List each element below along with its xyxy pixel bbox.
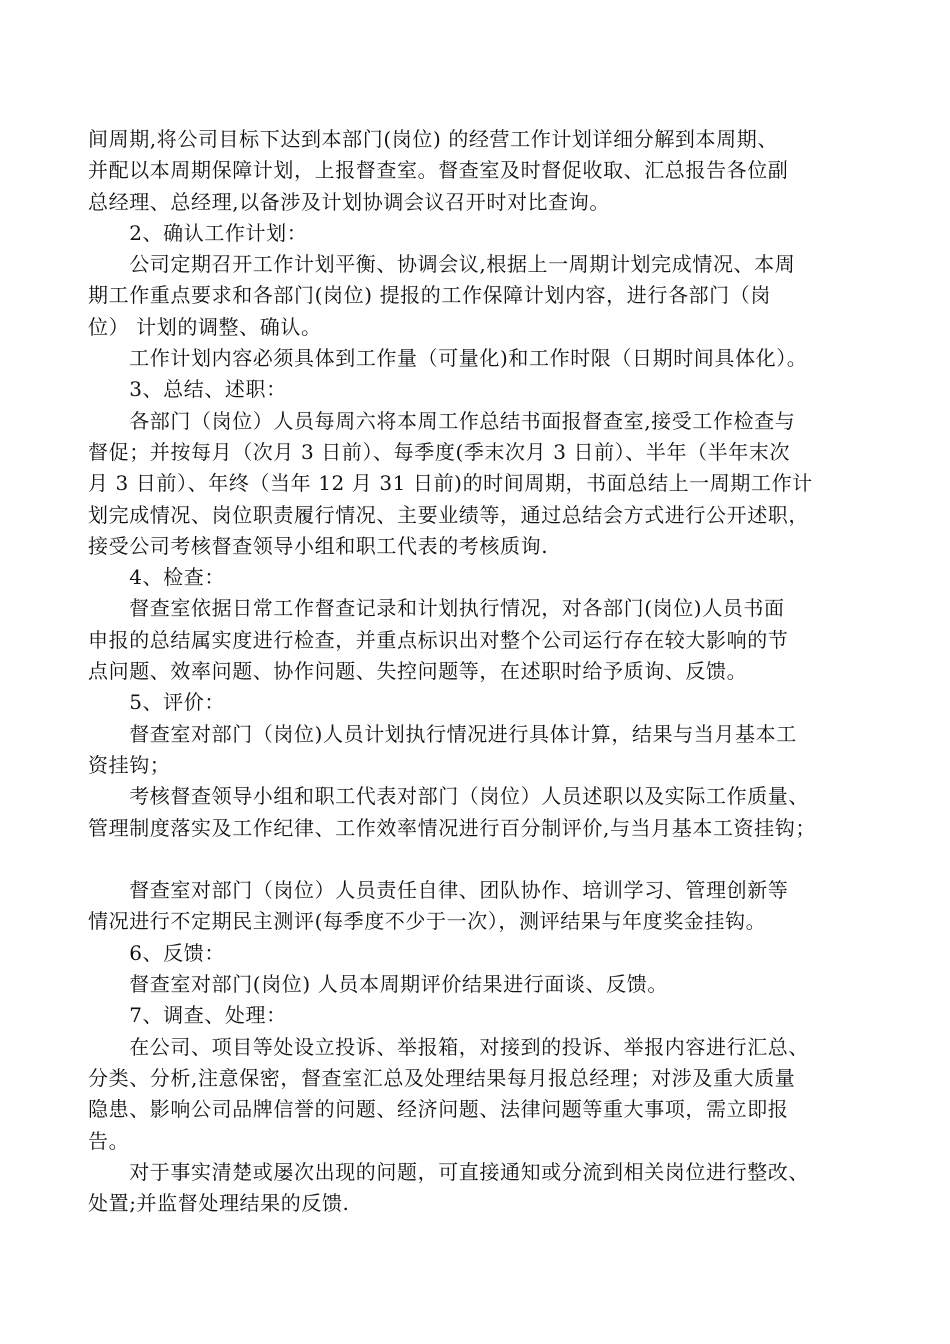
blank-line xyxy=(88,844,884,875)
text-line: 管理制度落实及工作纪律、工作效率情况进行百分制评价,与当月基本工资挂钩； xyxy=(88,815,816,840)
text-line: 公司定期召开工作计划平衡、协调会议,根据上一周期计划完成情况、本周 xyxy=(88,252,796,277)
text-line: 督查室对部门（岗位）人员责任自律、团队协作、培训学习、管理创新等 xyxy=(88,878,789,903)
text-line: 督查室对部门（岗位)人员计划执行情况进行具体计算，结果与当月基本工 xyxy=(88,721,797,746)
text-line: 对于事实清楚或屡次出现的问题，可直接通知或分流到相关岗位进行整改、 xyxy=(88,1159,809,1184)
text-line: 总经理、总经理,以备涉及计划协调会议召开时对比查询。 xyxy=(88,189,610,214)
text-line: 点问题、效率问题、协作问题、失控问题等，在述职时给予质询、反馈。 xyxy=(88,659,748,684)
text-line: 分类、分析,注意保密，督查室汇总及处理结果每月报总经理；对涉及重大质量 xyxy=(88,1065,796,1090)
section-heading-investigation: 7、调查、处理： xyxy=(88,1003,287,1028)
text-line: 工作计划内容必须具体到工作量（可量化)和工作时限（日期时间具体化）。 xyxy=(88,346,808,371)
text-line: 资挂钩； xyxy=(88,752,171,777)
text-line: 告。 xyxy=(88,1128,130,1153)
section-heading-confirm-plan: 2、确认工作计划： xyxy=(88,220,308,245)
text-line: 在公司、项目等处设立投诉、举报箱，对接到的投诉、举报内容进行汇总、 xyxy=(88,1034,809,1059)
text-line: 并配以本周期保障计划，上报督查室。督查室及时督促收取、汇总报告各位副 xyxy=(88,158,789,183)
text-line: 接受公司考核督查领导小组和职工代表的考核质询. xyxy=(88,533,549,558)
text-line: 情况进行不定期民主测评(每季度不少于一次），测评结果与年度奖金挂钩。 xyxy=(88,909,767,934)
section-heading-summary-report: 3、总结、述职： xyxy=(88,377,287,402)
document-body xyxy=(88,124,884,1219)
text-line: 隐患、影响公司品牌信誉的问题、经济问题、法律问题等重大事项，需立即报 xyxy=(88,1097,789,1122)
text-line: 督查室依据日常工作督查记录和计划执行情况，对各部门(岗位)人员书面 xyxy=(88,596,785,621)
text-line: 划完成情况、岗位职责履行情况、主要业绩等，通过总结会方式进行公开述职， xyxy=(88,502,809,527)
text-line: 各部门（岗位）人员每周六将本周工作总结书面报督查室,接受工作检查与 xyxy=(88,408,796,433)
section-heading-evaluation: 5、评价： xyxy=(88,690,225,715)
text-line: 期工作重点要求和各部门(岗位) 提报的工作保障计划内容，进行各部门（岗 xyxy=(88,283,771,308)
text-line: 考核督查领导小组和职工代表对部门（岗位）人员述职以及实际工作质量、 xyxy=(88,784,809,809)
text-line: 督促；并按每月（次月 3 日前）、每季度(季末次月 3 日前）、半年（半年末次 xyxy=(88,439,791,464)
text-line: 处置;并监督处理结果的反馈. xyxy=(88,1191,350,1216)
text-line: 申报的总结属实度进行检查，并重点标识出对整个公司运行存在较大影响的节 xyxy=(88,627,789,652)
section-heading-feedback: 6、反馈： xyxy=(88,940,225,965)
text-line: 月 3 日前）、年终（当年 12 月 31 日前)的时间周期，书面总结上一周期工作计 xyxy=(88,471,813,496)
text-line: 督查室对部门(岗位) 人员本周期评价结果进行面谈、反馈。 xyxy=(88,972,668,997)
section-heading-inspection: 4、检查： xyxy=(88,565,225,590)
text-line: 间周期,将公司目标下达到本部门(岗位) 的经营工作计划详细分解到本周期、 xyxy=(88,127,778,151)
text-line: 位） 计划的调整、确认。 xyxy=(88,314,322,339)
